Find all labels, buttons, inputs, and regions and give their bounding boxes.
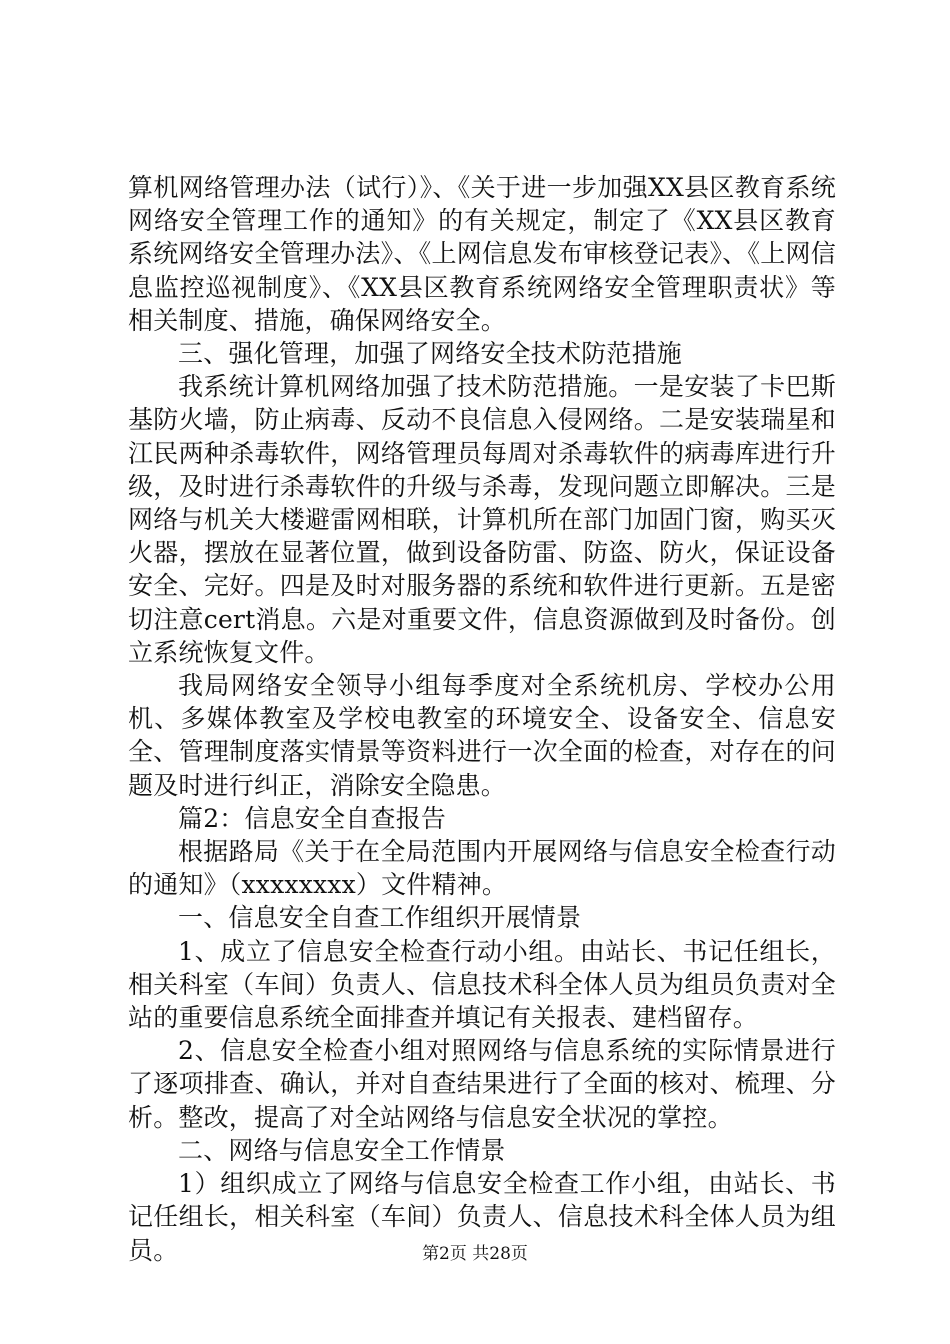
document-body xyxy=(128,171,836,1267)
section-heading-3: 三、强化管理，加强了网络安全技术防范措施 xyxy=(178,339,683,369)
paragraph-item-1-paren: 1）组织成立了网络与信息安全检查工作小组，由站长、书记任组长，相关科室（车间）负责人、信息技术科全体人员为组员。 xyxy=(128,1169,836,1265)
paragraph-item-1: 1、成立了信息安全检查行动小组。由站长、书记任组长，相关科室（车间）负责人、信息技术科全体人员为组员负责对全站的重要信息系统全面排查并填记有关报表、建档留存。 xyxy=(128,936,836,1033)
paragraph-1: 算机网络管理办法（试行）》、《关于进一步加强XX县区教育系统网络安全管理工作的通知》的有关规定，制定了《XX县区教育系统网络安全管理办法》、《上网信息发布审核登记表》、《上网信息监控巡视制度》、《XX县区教育系统网络安全管理职责状》等相关制度、措施，确保网络安全。 xyxy=(128,173,836,335)
paragraph-notice-reference: 根据路局《关于在全局范围内开展网络与信息安全检查行动的通知》（xxxxxxxx）文件精神。 xyxy=(128,837,836,900)
paragraph-technical-measures: 我系统计算机网络加强了技术防范措施。一是安装了卡巴斯基防火墙，防止病毒、反动不良信息入侵网络。二是安装瑞星和江民两种杀毒软件，网络管理员每周对杀毒软件的病毒库进行升级，及时进行杀毒软件的升级与杀毒，发现问题立即解决。三是网络与机关大楼避雷网相联，计算机所在部门加固门窗，购买灭火器，摆放在显著位置，做到设备防雷、防盗、防火，保证设备安全、完好。四是及时对服务器的系统和软件进行更新。五是密切注意cert消息。六是对重要文件，信息资源做到及时备份。创立系统恢复文件。 xyxy=(128,372,836,667)
article-2-title: 篇2：信息安全自查报告 xyxy=(178,803,447,833)
section-heading-2: 二、网络与信息安全工作情景 xyxy=(178,1135,506,1165)
paragraph-item-2: 2、信息安全检查小组对照网络与信息系统的实际情景进行了逐项排查、确认，并对自查结果进行了全面的核对、梳理、分析。整改，提高了对全站网络与信息安全状况的掌控。 xyxy=(128,1036,836,1132)
paragraph-quarterly-inspection: 我局网络安全领导小组每季度对全系统机房、学校办公用机、多媒体教室及学校电教室的环境安全、设备安全、信息安全、管理制度落实情景等资料进行一次全面的检查，对存在的问题及时进行纠正，消除安全隐患。 xyxy=(128,671,836,800)
section-heading-1: 一、信息安全自查工作组织开展情景 xyxy=(178,903,582,933)
page-number-footer: 第2页 共28页 xyxy=(422,1244,528,1264)
